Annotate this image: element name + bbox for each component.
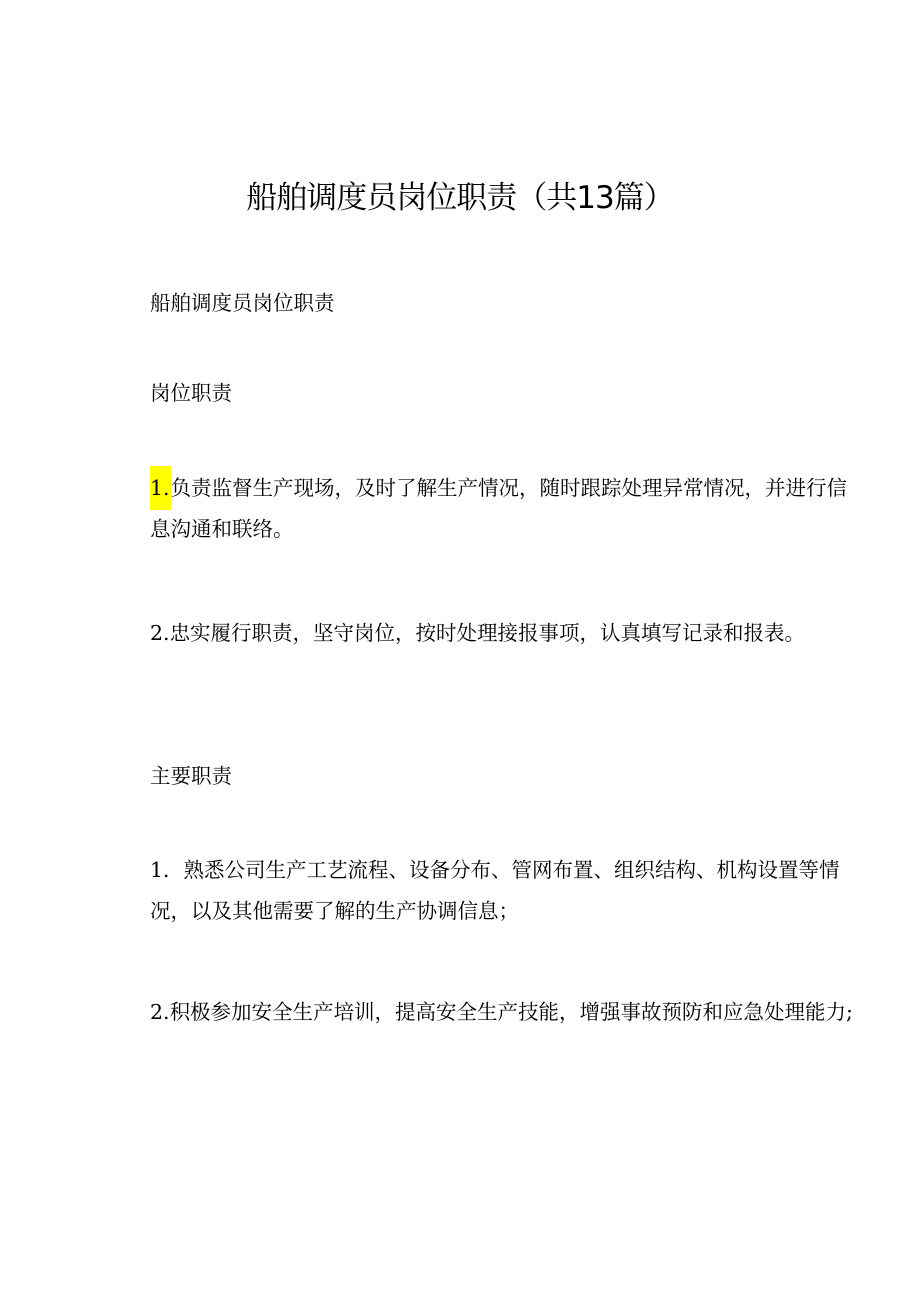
list-item-number: 1． [150, 858, 184, 882]
list-item-text: 熟悉公司生产工艺流程、设备分布、管网布置、组织结构、机构设置等情况，以及其他需要了解的生产协调信息； [150, 858, 840, 923]
document-title: 船舶调度员岗位职责（共13篇） [246, 180, 674, 216]
section-heading-main-duties: 主要职责 [150, 764, 232, 788]
list-item-text: 负责监督生产现场，及时了解生产情况，随时跟踪处理异常情况，并进行信息沟通和联络。 [150, 476, 848, 541]
list-item [102, 468, 866, 550]
list-item [102, 613, 866, 654]
list-item-text: 忠实履行职责，坚守岗位，按时处理接报事项，认真填写记录和报表。 [169, 621, 806, 645]
highlighted-item-number: 1. [150, 466, 171, 510]
list-item [102, 992, 866, 1033]
section-heading-duties: 岗位职责 [150, 381, 232, 405]
document-subtitle: 船舶调度员岗位职责 [150, 291, 335, 315]
list-item-text: 积极参加安全生产培训，提高安全生产技能，增强事故预防和应急处理能力; [169, 1000, 853, 1024]
list-item-number: 2. [150, 1000, 170, 1024]
list-item-number: 2. [150, 621, 170, 645]
list-item [102, 850, 866, 932]
